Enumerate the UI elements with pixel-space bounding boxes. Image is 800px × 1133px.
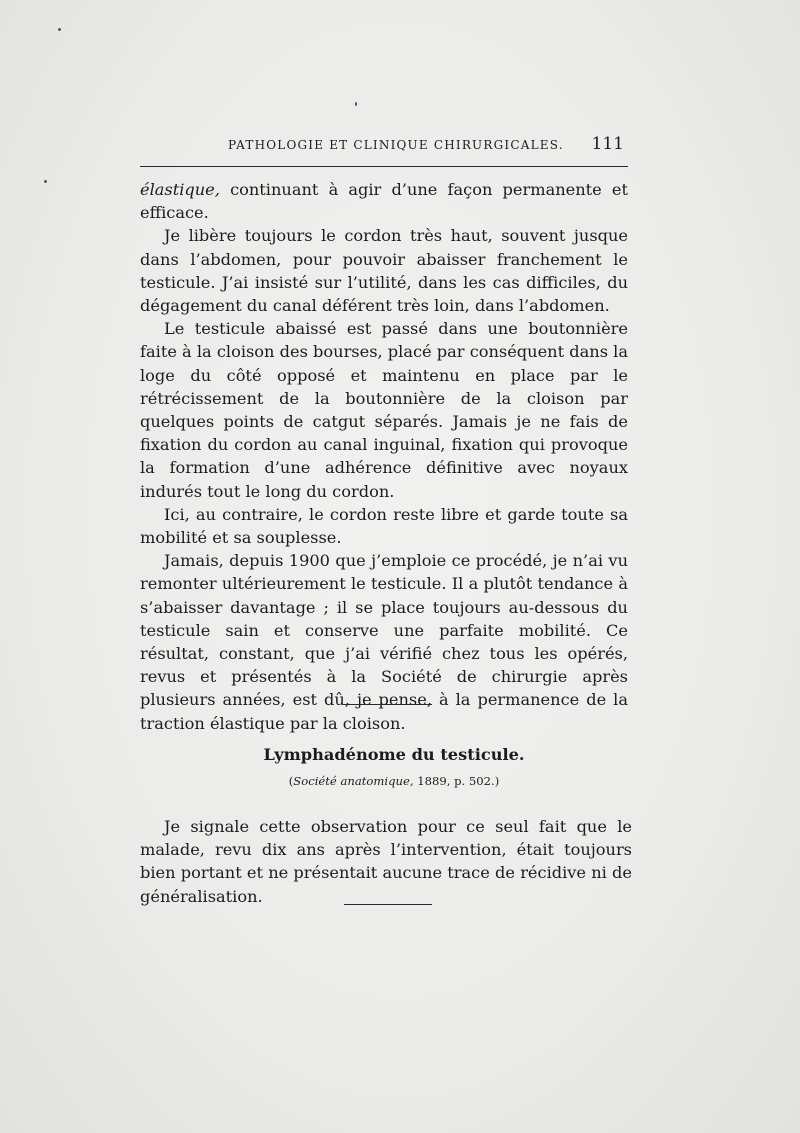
end-divider bbox=[344, 904, 432, 905]
running-title: PATHOLOGIE ET CLINIQUE CHIRURGICALES. bbox=[228, 138, 564, 152]
header-rule bbox=[140, 166, 628, 167]
section-citation bbox=[140, 774, 648, 788]
page-header bbox=[140, 134, 628, 158]
italic-word: élastique, bbox=[140, 180, 220, 199]
paragraph-text: continuant à agir d’une façon permanente et efficace. bbox=[140, 180, 628, 223]
paragraph: Je signale cette observation pour ce seul fait que le malade, revu dix ans après l’intervention, était toujours bien portant et ne présentait aucune trace de récidive ni de généralisation. bbox=[140, 817, 632, 906]
paragraph: Je libère toujours le cordon très haut, souvent jusque dans l’abdomen, pour pouvoir abaisser franchement le testicule. J’ai insisté sur l’utilité, dans les cas difficiles, du dégagement du canal déférent très loin, dans l’abdomen. bbox=[140, 226, 628, 316]
scan-speck bbox=[44, 180, 47, 183]
citation-source: Société anatomique, bbox=[293, 774, 414, 788]
section-body bbox=[140, 815, 632, 908]
citation-open: ( bbox=[288, 774, 294, 788]
scan-speck bbox=[58, 28, 61, 31]
paragraph: Le testicule abaissé est passé dans une boutonnière faite à la cloison des bourses, placé par conséquent dans la loge du côté opposé et maintenu en place par le rétrécissement de la boutonnière de la cloison par quelques points de catgut séparés. Jamais je ne fais de fixation du cordon au canal inguinal, fixation qui provoque la formation d’une adhérence définitive avec noyaux indurés tout le long du cordon. bbox=[140, 319, 628, 501]
paragraph: Ici, au contraire, le cordon reste libre et garde toute sa mobilité et sa souplesse. bbox=[140, 504, 628, 548]
section-divider bbox=[344, 704, 432, 705]
paragraph: Jamais, depuis 1900 que j’emploie ce procédé, je n’ai vu remonter ultérieurement le testicule. Il a plutôt tendance à s’abaisser davantage ; il se place toujours au-dessous du testicule sain et conserve une parfaite mobilité. Ce résultat, constant, que j’ai vérifié chez tous les opérés, revus et présentés à la Société de chirurgie après plusieurs années, est dû, je pense, à la permanence de la traction élastique par la cloison. bbox=[140, 551, 628, 733]
paragraph-continuation bbox=[140, 178, 628, 224]
page-number: 111 bbox=[591, 134, 624, 154]
scan-speck bbox=[355, 102, 357, 106]
citation-detail: 1889, p. 502.) bbox=[413, 774, 500, 788]
section-title: Lymphadénome du testicule. bbox=[263, 745, 525, 764]
body-text bbox=[140, 178, 628, 735]
